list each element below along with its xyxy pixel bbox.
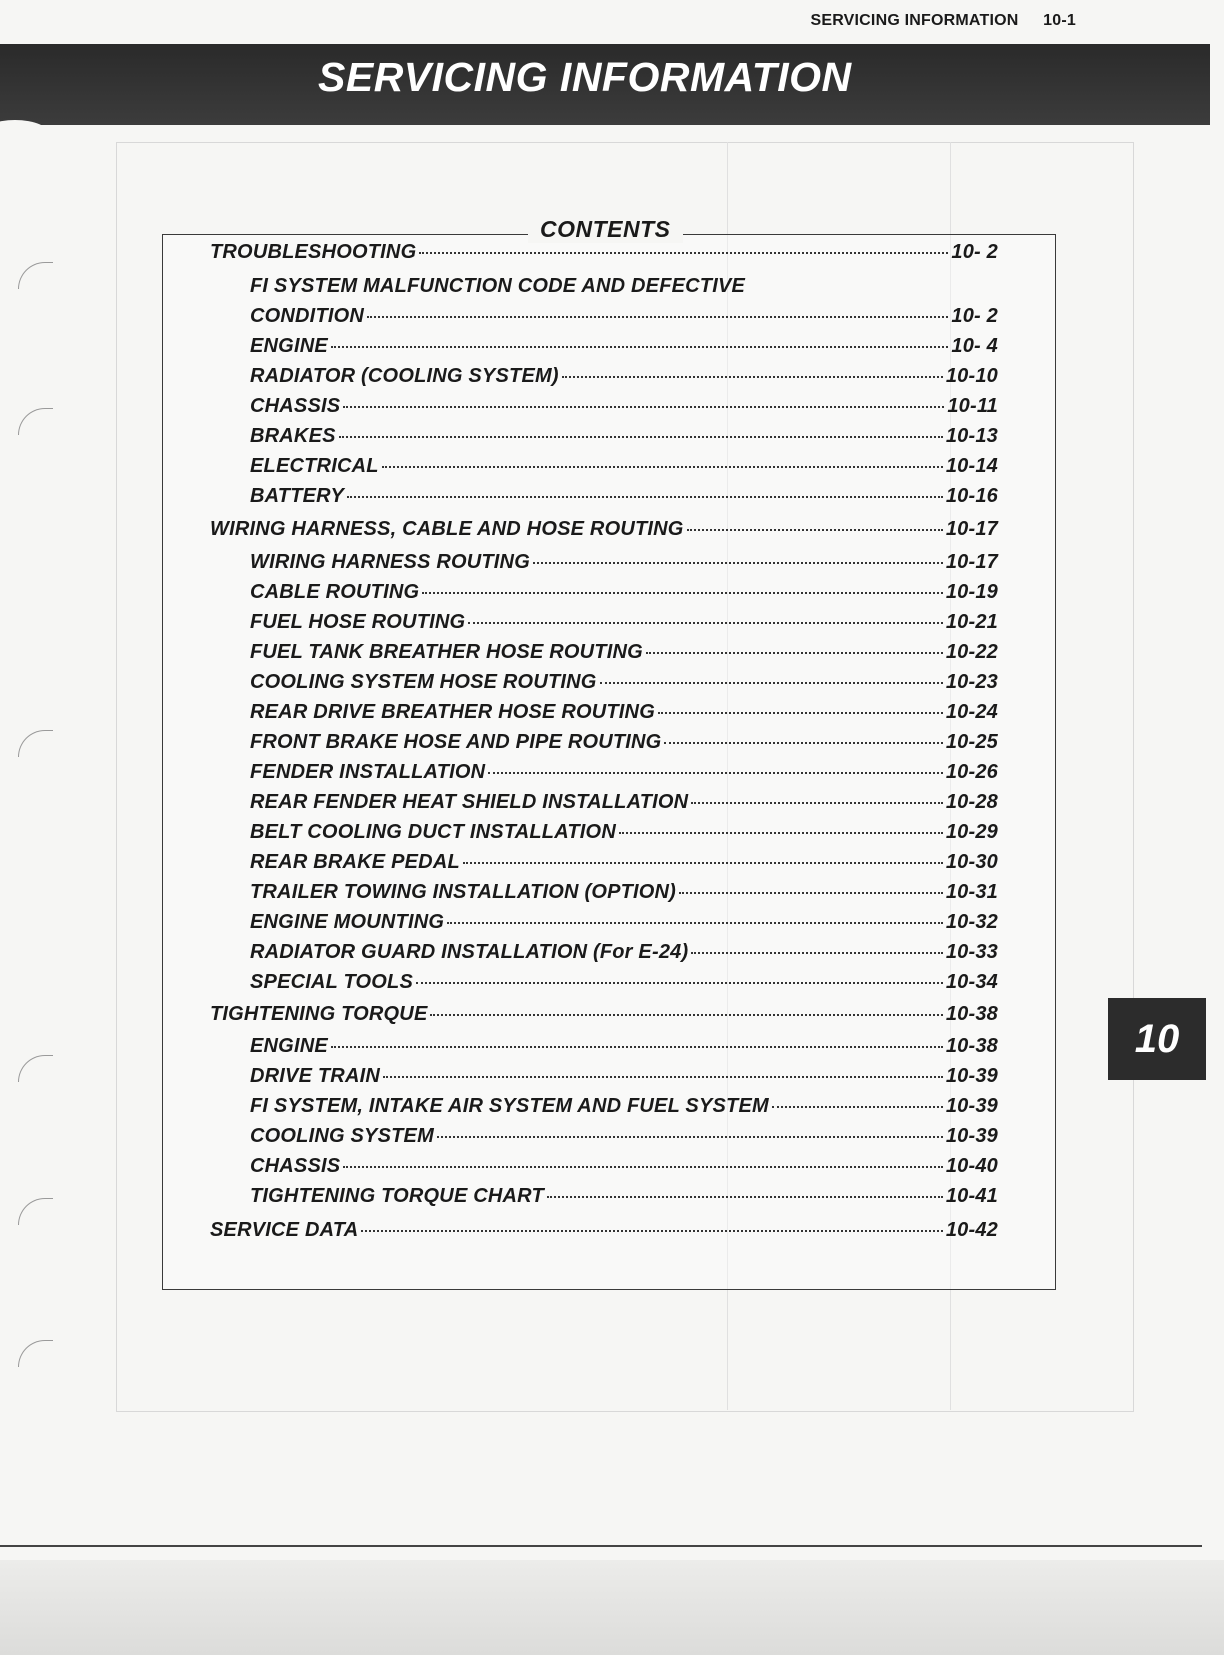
toc-entry-label: WIRING HARNESS, CABLE AND HOSE ROUTING	[210, 518, 684, 540]
toc-dot-leader	[772, 1106, 943, 1108]
toc-entry-label: BELT COOLING DUCT INSTALLATION	[250, 821, 616, 843]
toc-entry	[250, 731, 998, 757]
toc-entry	[250, 1095, 998, 1121]
toc-dot-leader	[382, 466, 943, 468]
toc-entry	[250, 305, 998, 331]
toc-entry-page: 10-25	[945, 731, 998, 753]
toc-entry	[210, 241, 998, 267]
toc-entry-page: 10-34	[945, 971, 998, 993]
toc-dot-leader	[463, 862, 943, 864]
running-header-page-number: 10-1	[1043, 12, 1076, 29]
toc-entry-page: 10-31	[945, 881, 998, 903]
toc-entry-page: 10-39	[945, 1125, 998, 1147]
toc-dot-leader	[347, 496, 943, 498]
toc-entry-page: 10-14	[945, 455, 998, 477]
toc-dot-leader	[422, 592, 943, 594]
toc-entry	[250, 611, 998, 637]
toc-entry	[250, 701, 998, 727]
toc-entry-label: FI SYSTEM, INTAKE AIR SYSTEM AND FUEL SYSTEM	[250, 1095, 769, 1117]
toc-dot-leader	[343, 406, 944, 408]
toc-entry-page: 10-24	[945, 701, 998, 723]
toc-entry-label: DRIVE TRAIN	[250, 1065, 380, 1087]
toc-entry	[250, 911, 998, 937]
toc-entry	[250, 395, 998, 421]
toc-dot-leader	[367, 316, 948, 318]
section-title-bar	[0, 44, 1210, 125]
toc-entry-page: 10-23	[945, 671, 998, 693]
toc-entry	[250, 851, 998, 877]
toc-entry-label: COOLING SYSTEM	[250, 1125, 434, 1147]
toc-dot-leader	[691, 802, 943, 804]
toc-entry-page: 10-32	[945, 911, 998, 933]
toc-entry-label: REAR DRIVE BREATHER HOSE ROUTING	[250, 701, 655, 723]
binder-punch-mark	[18, 408, 53, 435]
toc-entry	[250, 1155, 998, 1181]
toc-entry-label: TIGHTENING TORQUE	[210, 1003, 428, 1025]
toc-entry	[250, 941, 998, 967]
toc-entry	[210, 518, 998, 544]
toc-entry	[250, 641, 998, 667]
toc-entry-label: CHASSIS	[250, 395, 341, 417]
toc-entry	[210, 1219, 998, 1245]
toc-entry-label: CHASSIS	[250, 1155, 341, 1177]
toc-entry-label: FUEL TANK BREATHER HOSE ROUTING	[250, 641, 643, 663]
toc-entry-page: 10- 4	[951, 335, 998, 357]
toc-entry-page: 10-40	[945, 1155, 998, 1177]
toc-entry	[250, 761, 998, 787]
toc-entry-page: 10-17	[945, 518, 998, 540]
toc-entry-label: CABLE ROUTING	[250, 581, 420, 603]
toc-entry-label: RADIATOR (COOLING SYSTEM)	[250, 365, 559, 387]
toc-entry-label: ELECTRICAL	[250, 455, 379, 477]
toc-entry	[250, 425, 998, 451]
toc-entry-page: 10-38	[945, 1035, 998, 1057]
toc-entry	[250, 881, 998, 907]
toc-entry-label: ENGINE	[250, 1035, 328, 1057]
toc-entry-page: 10-21	[945, 611, 998, 633]
toc-dot-leader	[547, 1196, 943, 1198]
toc-entry-page: 10- 2	[951, 241, 998, 263]
section-tab-number: 10	[1134, 1016, 1180, 1061]
toc-entry	[250, 1185, 998, 1211]
toc-entry-label: FRONT BRAKE HOSE AND PIPE ROUTING	[250, 731, 662, 753]
binder-punch-mark	[18, 262, 53, 289]
binder-punch-mark	[18, 1340, 53, 1367]
binder-punch-mark	[18, 1198, 53, 1225]
toc-dot-leader	[468, 622, 943, 624]
toc-dot-leader	[533, 562, 943, 564]
toc-entry-page: 10-13	[945, 425, 998, 447]
section-title: SERVICING INFORMATION	[318, 54, 852, 100]
toc-entry	[250, 551, 998, 577]
toc-dot-leader	[488, 772, 943, 774]
toc-entry	[250, 335, 998, 361]
toc-entry-label: FI SYSTEM MALFUNCTION CODE AND DEFECTIVE	[250, 275, 746, 297]
toc-entry	[250, 485, 998, 511]
toc-entry-label: TIGHTENING TORQUE CHART	[250, 1185, 544, 1207]
binder-punch-mark	[18, 1055, 53, 1082]
toc-entry-page: 10-41	[945, 1185, 998, 1207]
toc-entry-label: BRAKES	[250, 425, 336, 447]
running-header	[810, 12, 1076, 30]
toc-entry-label: ENGINE	[250, 335, 328, 357]
toc-entry-page: 10-39	[945, 1065, 998, 1087]
page-bottom-rule	[0, 1545, 1202, 1547]
toc-entry	[250, 275, 745, 301]
toc-dot-leader	[691, 952, 943, 954]
running-header-section: SERVICING INFORMATION	[810, 12, 1019, 29]
toc-entry-page: 10-19	[945, 581, 998, 603]
toc-entry-label: ENGINE MOUNTING	[250, 911, 445, 933]
toc-entry-page: 10-38	[945, 1003, 998, 1025]
toc-entry	[250, 1035, 998, 1061]
toc-entry-page: 10- 2	[951, 305, 998, 327]
toc-entry-page: 10-33	[945, 941, 998, 963]
contents-heading: CONTENTS	[528, 216, 683, 243]
toc-entry-label: TRAILER TOWING INSTALLATION (OPTION)	[250, 881, 677, 903]
toc-entry-page: 10-42	[945, 1219, 998, 1241]
toc-dot-leader	[658, 712, 943, 714]
toc-dot-leader	[339, 436, 943, 438]
toc-entry-page: 10-17	[945, 551, 998, 573]
toc-dot-leader	[600, 682, 943, 684]
toc-entry-label: SPECIAL TOOLS	[250, 971, 414, 993]
toc-entry	[210, 1003, 998, 1029]
toc-entry-label: WIRING HARNESS ROUTING	[250, 551, 530, 573]
toc-entry-label: FENDER INSTALLATION	[250, 761, 486, 783]
toc-dot-leader	[447, 922, 943, 924]
toc-dot-leader	[619, 832, 943, 834]
toc-entry-label: RADIATOR GUARD INSTALLATION (For E-24)	[250, 941, 689, 963]
toc-entry-page: 10-16	[945, 485, 998, 507]
toc-entry-page: 10-22	[945, 641, 998, 663]
toc-dot-leader	[331, 346, 949, 348]
toc-dot-leader	[437, 1136, 943, 1138]
toc-dot-leader	[646, 652, 943, 654]
toc-entry-page: 10-26	[945, 761, 998, 783]
toc-dot-leader	[416, 982, 943, 984]
toc-entry-label: FUEL HOSE ROUTING	[250, 611, 466, 633]
toc-entry	[250, 1125, 998, 1151]
toc-entry	[250, 365, 998, 391]
binder-punch-mark	[18, 730, 53, 757]
toc-entry	[250, 581, 998, 607]
scan-bottom-shade	[0, 1560, 1224, 1655]
toc-entry-page: 10-30	[945, 851, 998, 873]
toc-dot-leader	[430, 1014, 942, 1016]
toc-entry-label: CONDITION	[250, 305, 365, 327]
toc-dot-leader	[343, 1166, 943, 1168]
toc-entry-page: 10-39	[945, 1095, 998, 1117]
toc-dot-leader	[687, 529, 943, 531]
toc-entry-page: 10-28	[945, 791, 998, 813]
toc-dot-leader	[383, 1076, 943, 1078]
toc-dot-leader	[679, 892, 943, 894]
toc-entry	[250, 1065, 998, 1091]
toc-entry-label: REAR FENDER HEAT SHIELD INSTALLATION	[250, 791, 689, 813]
toc-entry-label: BATTERY	[250, 485, 344, 507]
toc-entry	[250, 971, 998, 997]
section-tab-marker	[1108, 998, 1206, 1080]
toc-entry-label: COOLING SYSTEM HOSE ROUTING	[250, 671, 597, 693]
toc-entry-page: 10-29	[945, 821, 998, 843]
toc-entry	[250, 821, 998, 847]
toc-dot-leader	[562, 376, 943, 378]
toc-dot-leader	[664, 742, 942, 744]
toc-entry-label: TROUBLESHOOTING	[210, 241, 417, 263]
toc-entry	[250, 791, 998, 817]
toc-entry-label: SERVICE DATA	[210, 1219, 359, 1241]
toc-dot-leader	[361, 1230, 943, 1232]
toc-dot-leader	[331, 1046, 943, 1048]
toc-entry-page: 10-10	[945, 365, 998, 387]
toc-entry	[250, 455, 998, 481]
toc-dot-leader	[419, 252, 948, 254]
toc-entry-page: 10-11	[947, 395, 998, 417]
toc-entry	[250, 671, 998, 697]
toc-entry-label: REAR BRAKE PEDAL	[250, 851, 460, 873]
